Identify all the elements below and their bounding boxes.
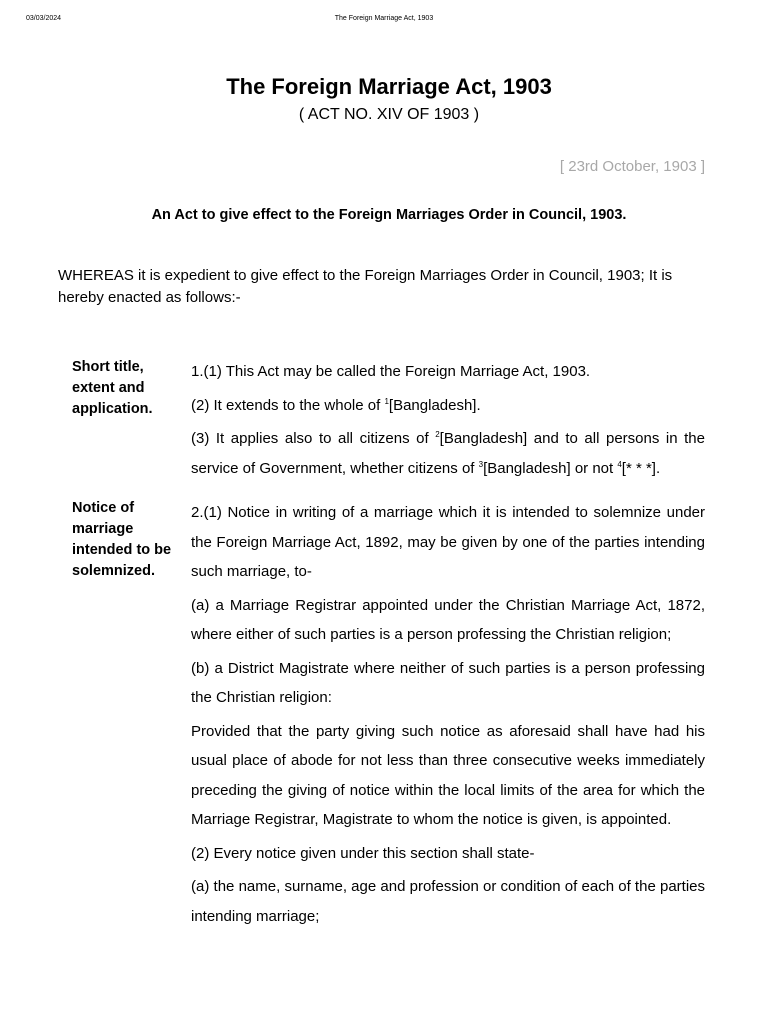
footnote-ref-4: 4: [617, 459, 622, 469]
section-1-clause-2: [191, 391, 705, 421]
marginal-note-section-2: Notice of marriage intended to be solemnized.: [72, 500, 172, 579]
clause-text: (3) It applies also to all citizens of: [191, 430, 436, 447]
act-date: [ 23rd October, 1903 ]: [559, 158, 705, 175]
section-1-clause-3: [191, 424, 705, 483]
clause-text: [Bangladesh] or not: [483, 459, 618, 477]
section-2-body: [191, 498, 705, 935]
act-title: The Foreign Marriage Act, 1903: [226, 74, 552, 99]
clause-text: [Bangladesh].: [388, 396, 481, 414]
section-2-proviso: Provided that the party giving such notice as aforesaid shall have had his usual place of abode for not less than three consecutive weeks immediately preceding the giving of notice within the local limits of the area for which the Marriage Registrar, Magistrate to whom the notice is given, is appointed.: [191, 722, 705, 828]
act-number: ( ACT NO. XIV OF 1903 ): [298, 106, 480, 123]
clause-text: [Bangladesh] and to all persons in the service of Government, whether citizens of: [191, 430, 705, 477]
footnote-ref-2: 2: [435, 430, 440, 439]
section-2-clause-1a: (a) a Marriage Registrar appointed under the Christian Marriage Act, 1872, where either of such parties is a person professing the Christian religion;: [191, 596, 705, 643]
footnote-ref-1: 1: [384, 396, 389, 406]
section-2-clause-2a: (a) the name, surname, age and profession or condition of each of the parties intending marriage;: [191, 878, 705, 925]
marginal-note-section-1: Short title, extent and application.: [72, 359, 153, 417]
preamble: WHEREAS it is expedient to give effect to the Foreign Marriages Order in Council, 1903; It is hereby enacted as follows:-: [58, 267, 673, 306]
print-header-title: The Foreign Marriage Act, 1903: [334, 15, 434, 22]
long-title: An Act to give effect to the Foreign Marriages Order in Council, 1903.: [151, 207, 627, 223]
section-2-clause-1b: (b) a District Magistrate where neither of such parties is a person professing the Christian religion:: [191, 659, 705, 706]
section-2-clause-1: 2.(1) Notice in writing of a marriage which it is intended to solemnize under the Foreign Marriage Act, 1892, may be given by one of the parties intending such marriage, to-: [191, 504, 705, 580]
section-1-clause-1: 1.(1) This Act may be called the Foreign Marriage Act, 1903.: [191, 363, 591, 380]
section-1-body: [191, 357, 705, 487]
clause-text: [* * *].: [621, 459, 661, 477]
clause-text: (2) It extends to the whole of: [191, 396, 385, 414]
print-date: 03/03/2024: [26, 15, 62, 22]
footnote-ref-3: 3: [478, 459, 484, 469]
section-2-clause-2: (2) Every notice given under this section shall state-: [191, 844, 535, 862]
